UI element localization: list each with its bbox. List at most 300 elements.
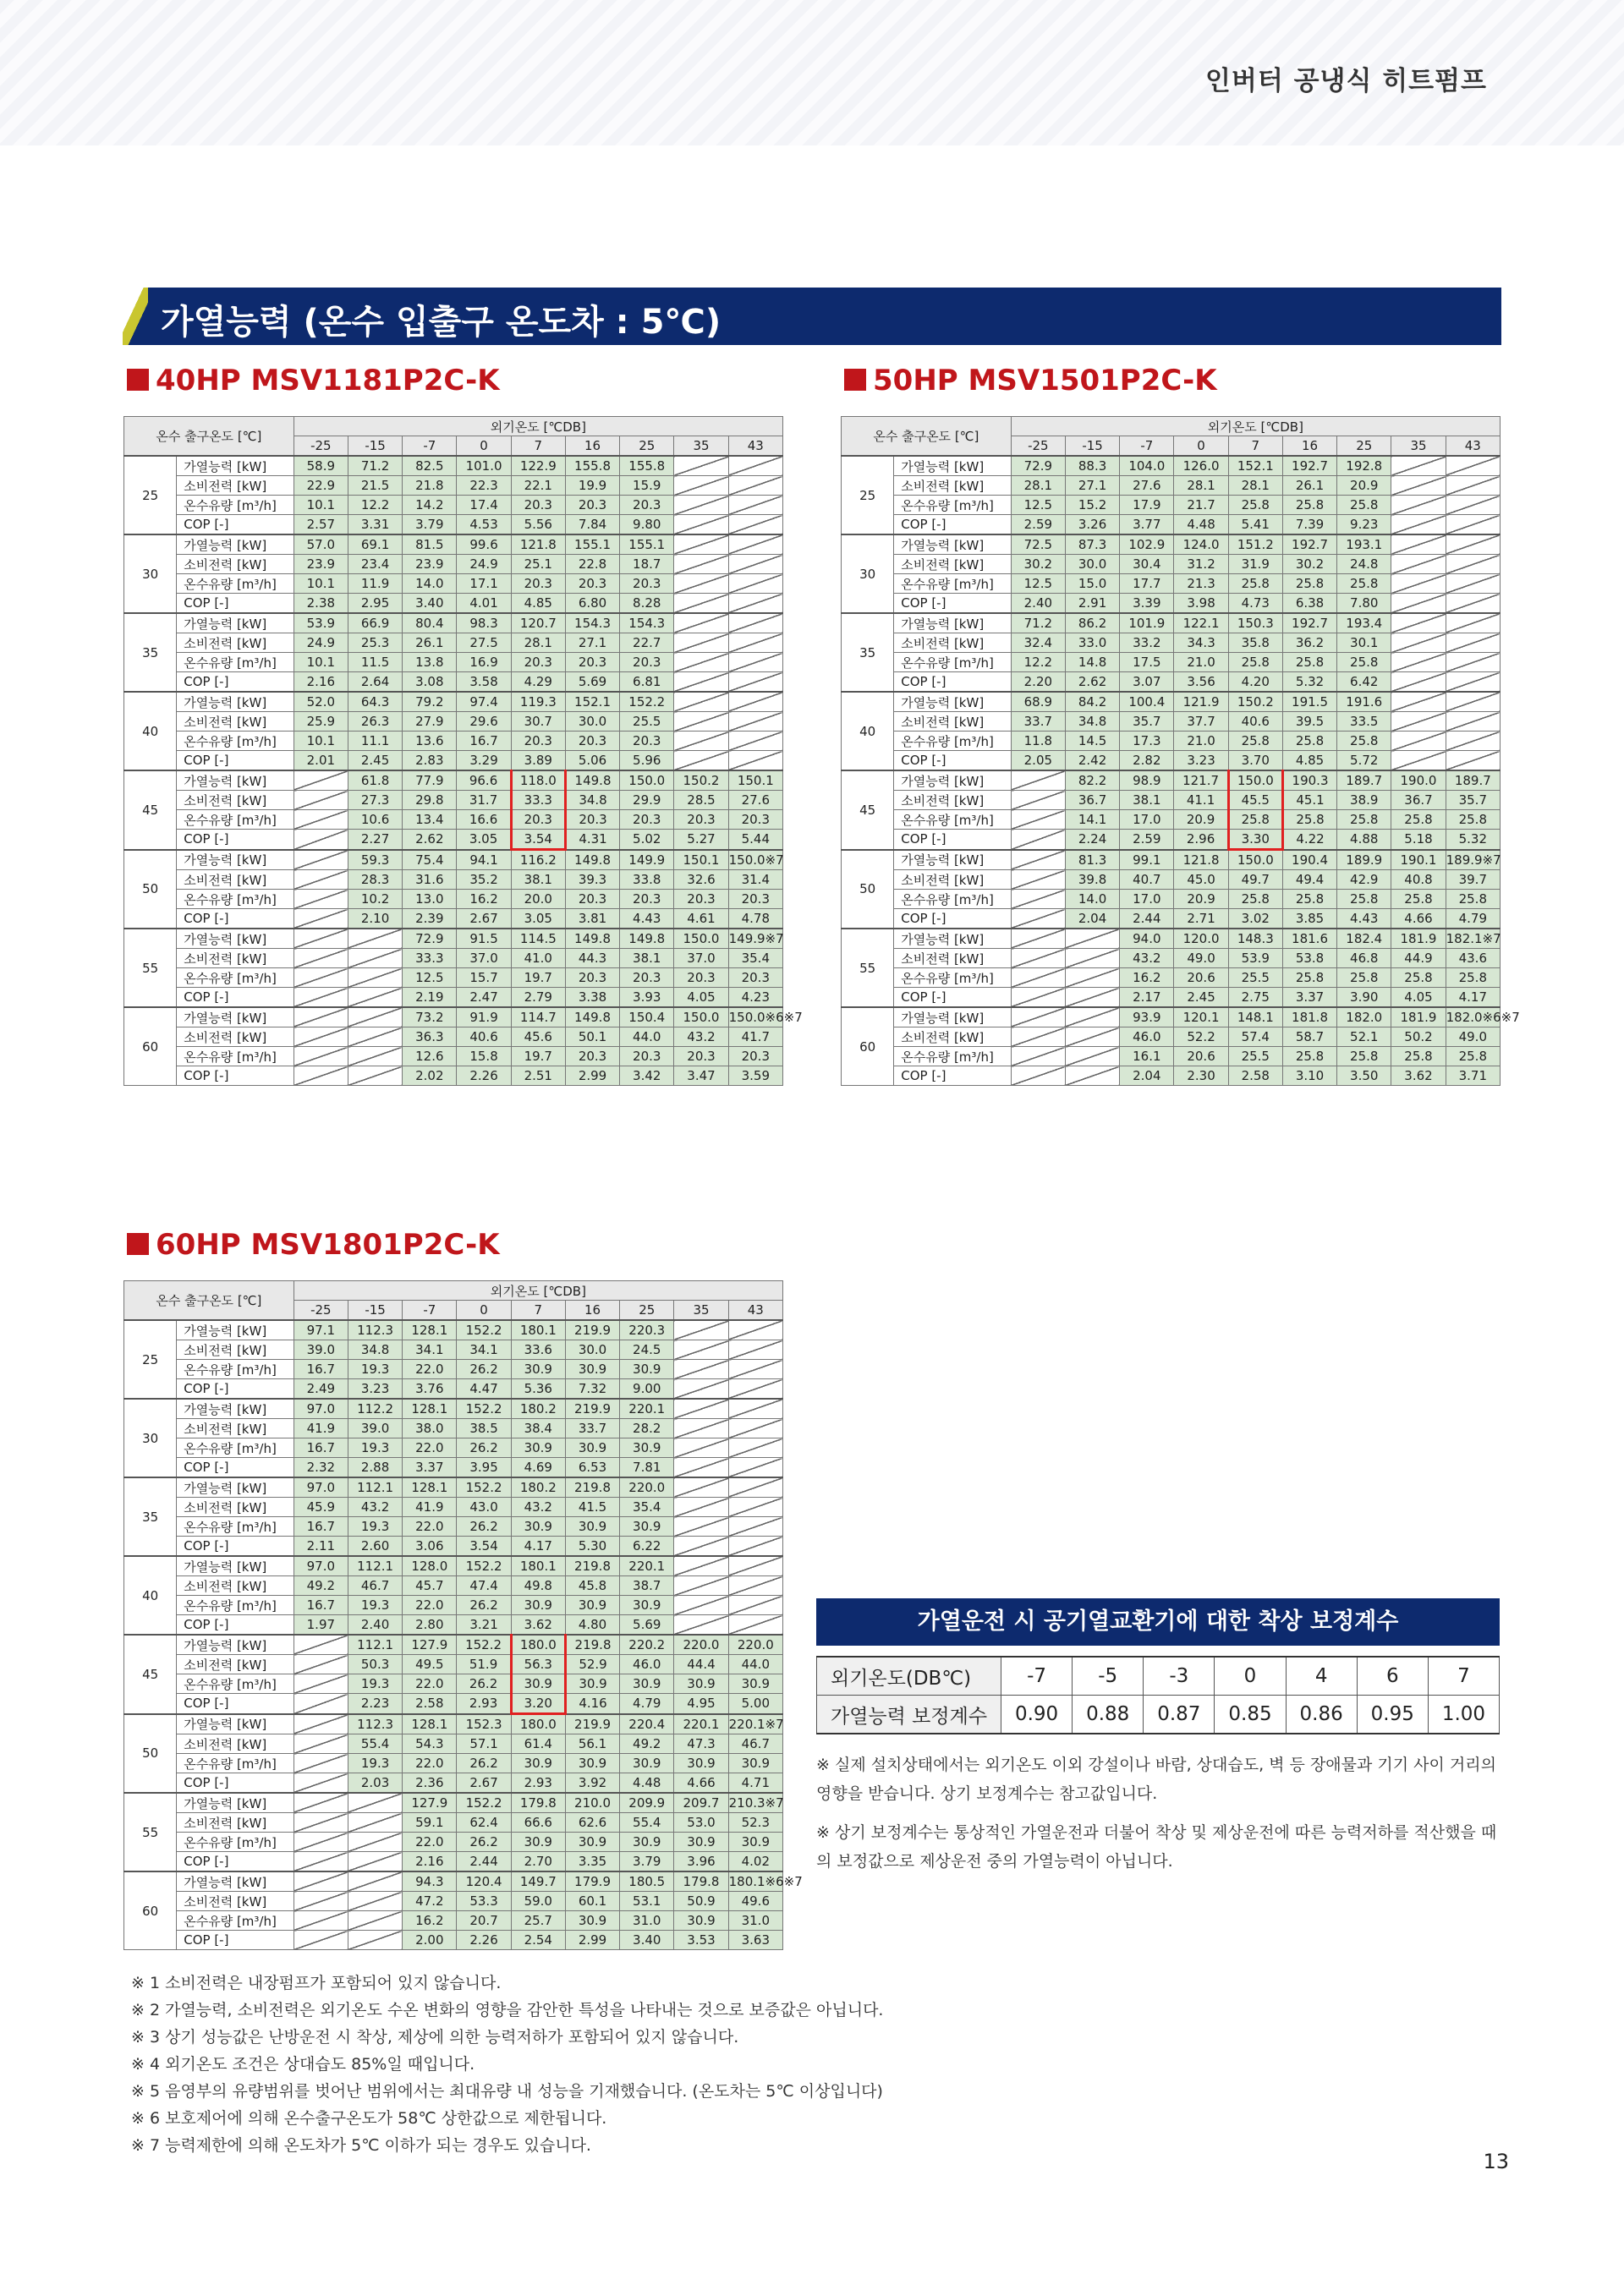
row-label: COP [-] <box>177 1852 294 1872</box>
value-cell: 3.05 <box>457 830 511 850</box>
row-label: COP [-] <box>177 830 294 850</box>
value-cell: 47.2 <box>403 1892 457 1911</box>
table-row <box>842 672 1501 693</box>
value-cell: 3.42 <box>620 1066 674 1086</box>
value-cell: 14.0 <box>403 574 457 594</box>
value-cell: 27.5 <box>457 633 511 653</box>
table-row <box>842 1027 1501 1047</box>
value-cell: 14.1 <box>1065 810 1119 830</box>
value-cell: 30.2 <box>1282 555 1336 574</box>
value-cell: 5.69 <box>565 672 619 693</box>
not-applicable-cell <box>674 1360 728 1379</box>
value-cell: 25.8 <box>1337 574 1391 594</box>
value-cell: 20.3 <box>565 810 619 830</box>
value-cell: 155.1 <box>620 534 674 555</box>
value-cell: 3.76 <box>403 1379 457 1400</box>
not-applicable-cell <box>674 476 728 496</box>
not-applicable-cell <box>1011 890 1065 909</box>
table-row <box>124 1892 783 1911</box>
value-cell: 69.1 <box>348 534 402 555</box>
value-cell: 7.80 <box>1337 594 1391 614</box>
not-applicable-cell <box>294 890 348 909</box>
outdoor-temp-col: 7 <box>1228 436 1282 457</box>
value-cell: 25.3 <box>348 633 402 653</box>
value-cell: 46.7 <box>348 1576 402 1596</box>
value-cell: 5.41 <box>1228 515 1282 535</box>
value-cell: 27.1 <box>1065 476 1119 496</box>
value-cell: 3.35 <box>565 1852 619 1872</box>
value-cell: 2.88 <box>348 1458 402 1478</box>
table-row <box>842 751 1501 771</box>
value-cell: 182.0※6※7 <box>1446 1007 1500 1027</box>
value-cell: 94.1 <box>457 850 511 870</box>
value-cell: 39.0 <box>294 1340 348 1360</box>
not-applicable-cell <box>294 1694 348 1714</box>
value-cell: 15.2 <box>1065 496 1119 515</box>
value-cell: 25.8 <box>1391 810 1446 830</box>
not-applicable-cell <box>674 555 728 574</box>
value-cell: 81.5 <box>403 534 457 555</box>
value-cell: 22.7 <box>620 633 674 653</box>
value-cell: 57.0 <box>294 534 348 555</box>
value-cell: 149.8 <box>565 770 619 791</box>
value-cell: 112.2 <box>348 1399 402 1419</box>
water-temp-header: 온수 출구온도 [℃] <box>124 1281 294 1321</box>
value-cell: 21.0 <box>1174 732 1228 751</box>
row-label: COP [-] <box>177 1379 294 1400</box>
not-applicable-cell <box>294 1066 348 1086</box>
value-cell: 2.17 <box>1120 988 1174 1008</box>
table-row <box>124 968 783 988</box>
value-cell: 2.59 <box>1120 830 1174 850</box>
value-cell: 150.3 <box>1228 613 1282 633</box>
row-label: COP [-] <box>177 1694 294 1714</box>
value-cell: 9.23 <box>1337 515 1391 535</box>
not-applicable-cell <box>674 613 728 633</box>
value-cell: 120.7 <box>511 613 565 633</box>
value-cell: 3.40 <box>403 594 457 614</box>
outdoor-temp-col: -15 <box>348 436 402 457</box>
row-label: 가열능력 [kW] <box>177 929 294 949</box>
table-row <box>124 1340 783 1360</box>
value-cell: 152.2 <box>620 692 674 712</box>
value-cell: 112.3 <box>348 1714 402 1734</box>
row-label: 온수유량 [m³/h] <box>177 1047 294 1066</box>
value-cell: 35.8 <box>1228 633 1282 653</box>
value-cell: 3.70 <box>1228 751 1282 771</box>
not-applicable-cell <box>728 1576 782 1596</box>
value-cell: 59.3 <box>348 850 402 870</box>
value-cell: 180.0 <box>511 1714 565 1734</box>
value-cell: 33.7 <box>565 1419 619 1438</box>
value-cell: 38.9 <box>1337 791 1391 810</box>
value-cell: 22.9 <box>294 476 348 496</box>
water-temp-cell: 25 <box>124 456 177 534</box>
row-label: 소비전력 [kW] <box>177 1892 294 1911</box>
value-cell: 52.3 <box>728 1813 782 1833</box>
correction-factor: 0.88 <box>1073 1696 1144 1734</box>
value-cell: 53.1 <box>620 1892 674 1911</box>
value-cell: 24.9 <box>294 633 348 653</box>
not-applicable-cell <box>674 515 728 535</box>
table-row <box>124 830 783 850</box>
not-applicable-cell <box>1391 496 1446 515</box>
row-label: 온수유량 [m³/h] <box>177 1911 294 1931</box>
value-cell: 99.1 <box>1120 850 1174 870</box>
value-cell: 72.5 <box>1011 534 1065 555</box>
not-applicable-cell <box>728 1360 782 1379</box>
table-row <box>124 1655 783 1674</box>
not-applicable-cell <box>1011 1027 1065 1047</box>
value-cell: 20.3 <box>620 890 674 909</box>
not-applicable-cell <box>348 968 402 988</box>
value-cell: 150.0 <box>1228 770 1282 791</box>
not-applicable-cell <box>1446 534 1500 555</box>
value-cell: 2.44 <box>1120 909 1174 929</box>
value-cell: 25.8 <box>1391 968 1446 988</box>
value-cell: 3.98 <box>1174 594 1228 614</box>
correction-title: 가열운전 시 공기열교환기에 대한 착상 보정계수 <box>816 1598 1500 1646</box>
value-cell: 44.3 <box>565 949 619 968</box>
value-cell: 17.4 <box>457 496 511 515</box>
value-cell: 30.9 <box>565 1517 619 1537</box>
table-row <box>124 1635 783 1655</box>
value-cell: 25.7 <box>511 1911 565 1931</box>
table-row <box>124 1773 783 1794</box>
value-cell: 179.8 <box>511 1793 565 1813</box>
value-cell: 152.2 <box>457 1556 511 1576</box>
correction-note-2: ※ 상기 보정계수는 통상적인 가열운전과 더불어 착상 및 제상운전에 따른 능력저하를 적산했을 때의 보정값으로 제상운전 중의 가열능력이 아닙니다. <box>816 1823 1497 1871</box>
value-cell: 61.8 <box>348 770 402 791</box>
outdoor-temp-col: 0 <box>457 1301 511 1321</box>
value-cell: 4.43 <box>620 909 674 929</box>
not-applicable-cell <box>1011 870 1065 890</box>
table-row <box>124 633 783 653</box>
value-cell: 2.80 <box>403 1615 457 1636</box>
row-label: 소비전력 [kW] <box>177 1655 294 1674</box>
value-cell: 191.5 <box>1282 692 1336 712</box>
value-cell: 2.24 <box>1065 830 1119 850</box>
value-cell: 155.1 <box>565 534 619 555</box>
not-applicable-cell <box>1011 850 1065 870</box>
row-label: COP [-] <box>177 594 294 614</box>
value-cell: 30.9 <box>674 1833 728 1852</box>
outdoor-temp-col: 0 <box>1174 436 1228 457</box>
value-cell: 59.0 <box>511 1892 565 1911</box>
value-cell: 180.2 <box>511 1477 565 1498</box>
table-row <box>842 653 1501 672</box>
value-cell: 32.4 <box>1011 633 1065 653</box>
value-cell: 88.3 <box>1065 456 1119 476</box>
table-row <box>842 909 1501 929</box>
value-cell: 4.69 <box>511 1458 565 1478</box>
value-cell: 3.30 <box>1228 830 1282 850</box>
not-applicable-cell <box>674 1596 728 1615</box>
value-cell: 149.9 <box>620 850 674 870</box>
value-cell: 57.4 <box>1228 1027 1282 1047</box>
value-cell: 26.2 <box>457 1674 511 1694</box>
row-label: COP [-] <box>894 515 1012 535</box>
row-label: 소비전력 [kW] <box>177 1340 294 1360</box>
value-cell: 154.3 <box>620 613 674 633</box>
value-cell: 180.2 <box>511 1399 565 1419</box>
row-label: 온수유량 [m³/h] <box>177 1674 294 1694</box>
value-cell: 40.6 <box>457 1027 511 1047</box>
value-cell: 2.62 <box>403 830 457 850</box>
row-label: COP [-] <box>894 594 1012 614</box>
value-cell: 3.38 <box>565 988 619 1008</box>
table-row <box>124 1399 783 1419</box>
water-temp-cell: 45 <box>124 1635 177 1714</box>
water-temp-cell: 35 <box>124 613 177 692</box>
value-cell: 150.0 <box>620 770 674 791</box>
value-cell: 3.37 <box>403 1458 457 1478</box>
table-row <box>842 850 1501 870</box>
row-label: 소비전력 [kW] <box>894 949 1012 968</box>
not-applicable-cell <box>1011 929 1065 949</box>
value-cell: 26.1 <box>403 633 457 653</box>
value-cell: 190.1 <box>1391 850 1446 870</box>
value-cell: 4.66 <box>1391 909 1446 929</box>
value-cell: 5.36 <box>511 1379 565 1400</box>
value-cell: 58.9 <box>294 456 348 476</box>
water-temp-cell: 60 <box>842 1007 894 1086</box>
value-cell: 121.7 <box>1174 770 1228 791</box>
value-cell: 118.0 <box>511 770 565 791</box>
not-applicable-cell <box>728 574 782 594</box>
value-cell: 6.22 <box>620 1537 674 1557</box>
row-label: 온수유량 [m³/h] <box>177 1754 294 1773</box>
value-cell: 5.27 <box>674 830 728 850</box>
value-cell: 10.6 <box>348 810 402 830</box>
row-label: COP [-] <box>894 751 1012 771</box>
value-cell: 27.9 <box>403 712 457 732</box>
value-cell: 2.19 <box>403 988 457 1008</box>
value-cell: 22.1 <box>511 476 565 496</box>
row-label: COP [-] <box>177 1458 294 1478</box>
value-cell: 4.88 <box>1337 830 1391 850</box>
value-cell: 20.3 <box>565 653 619 672</box>
not-applicable-cell <box>1446 613 1500 633</box>
row-label: 소비전력 [kW] <box>177 633 294 653</box>
table-row <box>124 1754 783 1773</box>
value-cell: 5.72 <box>1337 751 1391 771</box>
table-row <box>124 1694 783 1714</box>
table-row <box>842 1007 1501 1027</box>
value-cell: 23.9 <box>294 555 348 574</box>
value-cell: 39.5 <box>1282 712 1336 732</box>
value-cell: 3.58 <box>457 672 511 693</box>
value-cell: 149.8 <box>565 929 619 949</box>
not-applicable-cell <box>674 1498 728 1517</box>
value-cell: 25.8 <box>1282 732 1336 751</box>
not-applicable-cell <box>1391 653 1446 672</box>
value-cell: 45.5 <box>1228 791 1282 810</box>
value-cell: 11.9 <box>348 574 402 594</box>
water-temp-cell: 55 <box>124 1793 177 1871</box>
value-cell: 37.0 <box>457 949 511 968</box>
value-cell: 6.81 <box>620 672 674 693</box>
row-label: COP [-] <box>177 515 294 535</box>
value-cell: 43.6 <box>1446 949 1500 968</box>
value-cell: 121.8 <box>1174 850 1228 870</box>
value-cell: 4.61 <box>674 909 728 929</box>
value-cell: 20.3 <box>728 890 782 909</box>
row-label: 가열능력 [kW] <box>177 770 294 791</box>
not-applicable-cell <box>728 1438 782 1458</box>
value-cell: 25.8 <box>1337 1047 1391 1066</box>
value-cell: 96.6 <box>457 770 511 791</box>
value-cell: 16.9 <box>457 653 511 672</box>
value-cell: 30.7 <box>511 712 565 732</box>
outdoor-temp-col: 7 <box>511 436 565 457</box>
not-applicable-cell <box>1391 732 1446 751</box>
water-temp-cell: 35 <box>124 1477 177 1556</box>
value-cell: 3.21 <box>457 1615 511 1636</box>
table-row <box>842 732 1501 751</box>
value-cell: 17.5 <box>1120 653 1174 672</box>
not-applicable-cell <box>294 1714 348 1734</box>
value-cell: 189.9※7 <box>1446 850 1500 870</box>
value-cell: 41.7 <box>728 1027 782 1047</box>
value-cell: 24.5 <box>620 1340 674 1360</box>
value-cell: 33.5 <box>1337 712 1391 732</box>
outdoor-temp-col: -25 <box>294 1301 348 1321</box>
value-cell: 60.1 <box>565 1892 619 1911</box>
value-cell: 2.20 <box>1011 672 1065 693</box>
row-label: 가열능력 [kW] <box>894 613 1012 633</box>
row-label: 가열능력 [kW] <box>177 613 294 633</box>
correction-temp: 6 <box>1357 1657 1428 1696</box>
value-cell: 22.0 <box>403 1674 457 1694</box>
water-temp-header: 온수 출구온도 [℃] <box>842 417 1012 457</box>
row-label: 온수유량 [m³/h] <box>894 574 1012 594</box>
table-row <box>124 1596 783 1615</box>
value-cell: 179.9 <box>565 1871 619 1892</box>
value-cell: 16.7 <box>294 1438 348 1458</box>
value-cell: 45.0 <box>1174 870 1228 890</box>
value-cell: 3.62 <box>1391 1066 1446 1086</box>
value-cell: 30.9 <box>728 1754 782 1773</box>
value-cell: 120.4 <box>457 1871 511 1892</box>
outdoor-temp-col: -15 <box>1065 436 1119 457</box>
value-cell: 71.2 <box>348 456 402 476</box>
outdoor-temp-col: 25 <box>1337 436 1391 457</box>
not-applicable-cell <box>674 1556 728 1576</box>
value-cell: 4.47 <box>457 1379 511 1400</box>
value-cell: 13.4 <box>403 810 457 830</box>
value-cell: 31.4 <box>728 870 782 890</box>
value-cell: 152.2 <box>457 1635 511 1655</box>
value-cell: 62.4 <box>457 1813 511 1833</box>
outdoor-temp-header: 외기온도 [℃DB] <box>294 1281 782 1301</box>
value-cell: 18.7 <box>620 555 674 574</box>
table-row <box>124 653 783 672</box>
not-applicable-cell <box>728 692 782 712</box>
value-cell: 5.32 <box>1282 672 1336 693</box>
value-cell: 22.0 <box>403 1517 457 1537</box>
not-applicable-cell <box>294 1734 348 1754</box>
value-cell: 22.3 <box>457 476 511 496</box>
value-cell: 2.00 <box>403 1931 457 1950</box>
value-cell: 38.1 <box>1120 791 1174 810</box>
not-applicable-cell <box>1011 1047 1065 1066</box>
table-row <box>842 988 1501 1008</box>
not-applicable-cell <box>674 1379 728 1400</box>
value-cell: 43.2 <box>511 1498 565 1517</box>
value-cell: 20.3 <box>565 496 619 515</box>
not-applicable-cell <box>348 1852 402 1872</box>
value-cell: 150.0 <box>674 929 728 949</box>
value-cell: 3.29 <box>457 751 511 771</box>
not-applicable-cell <box>728 496 782 515</box>
value-cell: 2.27 <box>348 830 402 850</box>
value-cell: 193.4 <box>1337 613 1391 633</box>
value-cell: 3.47 <box>674 1066 728 1086</box>
value-cell: 189.9 <box>1337 850 1391 870</box>
value-cell: 16.6 <box>457 810 511 830</box>
table-row <box>842 810 1501 830</box>
value-cell: 220.1 <box>620 1399 674 1419</box>
outdoor-temp-header: 외기온도 [℃DB] <box>1011 417 1500 436</box>
water-temp-cell: 30 <box>124 534 177 613</box>
footnote: ※ 5 음영부의 유량범위를 벗어난 범위에서는 최대유량 내 성능을 기재했습니다. (온도차는 5℃ 이상입니다) <box>131 2082 883 2101</box>
not-applicable-cell <box>1446 712 1500 732</box>
outdoor-temp-col: 35 <box>1391 436 1446 457</box>
table-row <box>124 909 783 929</box>
row-label: 소비전력 [kW] <box>177 791 294 810</box>
water-temp-cell: 50 <box>124 1714 177 1794</box>
row-label: COP [-] <box>177 1931 294 1950</box>
value-cell: 3.56 <box>1174 672 1228 693</box>
value-cell: 152.2 <box>457 1793 511 1813</box>
value-cell: 116.2 <box>511 850 565 870</box>
value-cell: 75.4 <box>403 850 457 870</box>
value-cell: 44.0 <box>728 1655 782 1674</box>
value-cell: 4.79 <box>620 1694 674 1714</box>
value-cell: 30.9 <box>620 1754 674 1773</box>
value-cell: 82.2 <box>1065 770 1119 791</box>
water-temp-cell: 60 <box>124 1871 177 1950</box>
performance-table-40hp <box>123 416 803 1086</box>
value-cell: 17.0 <box>1120 890 1174 909</box>
value-cell: 20.3 <box>674 968 728 988</box>
value-cell: 193.1 <box>1337 534 1391 555</box>
value-cell: 3.10 <box>1282 1066 1336 1086</box>
value-cell: 3.54 <box>511 830 565 850</box>
row-label: 소비전력 [kW] <box>177 1027 294 1047</box>
value-cell: 3.59 <box>728 1066 782 1086</box>
value-cell: 26.2 <box>457 1438 511 1458</box>
not-applicable-cell <box>1446 672 1500 693</box>
outdoor-temp-col: -25 <box>1011 436 1065 457</box>
value-cell: 26.2 <box>457 1754 511 1773</box>
value-cell: 16.7 <box>294 1517 348 1537</box>
value-cell: 1.97 <box>294 1615 348 1636</box>
value-cell: 28.1 <box>1011 476 1065 496</box>
value-cell: 26.2 <box>457 1596 511 1615</box>
value-cell: 2.59 <box>1011 515 1065 535</box>
not-applicable-cell <box>294 929 348 949</box>
correction-table <box>816 1656 1500 1734</box>
value-cell: 30.9 <box>620 1360 674 1379</box>
value-cell: 3.71 <box>1446 1066 1500 1086</box>
value-cell: 82.5 <box>403 456 457 476</box>
value-cell: 210.3※7 <box>728 1793 782 1813</box>
value-cell: 112.3 <box>348 1320 402 1340</box>
correction-factor: 0.90 <box>1001 1696 1073 1734</box>
footnote: ※ 2 가열능력, 소비전력은 외기온도 수온 변화의 영향을 감안한 특성을 나타내는 것으로 보증값은 아닙니다. <box>131 2001 884 2019</box>
